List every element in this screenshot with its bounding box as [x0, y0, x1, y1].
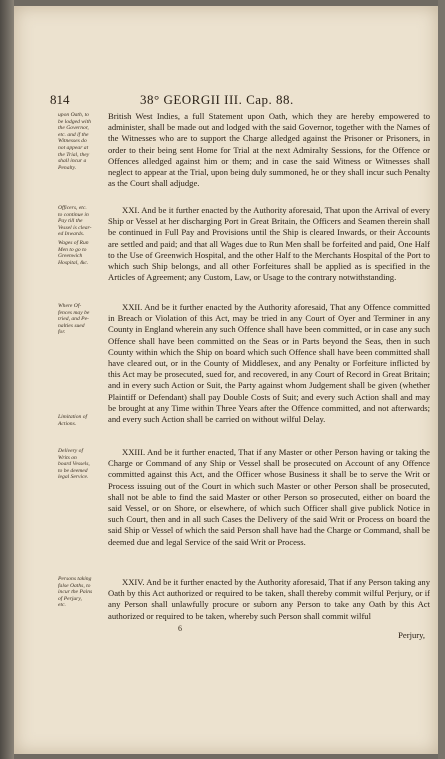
margin-note-line: Men to go to	[58, 246, 87, 253]
margin-note-line: legal Service.	[58, 474, 89, 481]
margin-note-line: for.	[58, 329, 66, 336]
margin-note-line: board Vessels,	[58, 461, 90, 468]
margin-note-line: Greenwich	[58, 253, 83, 260]
margin-note-line: tried, and Pe-	[58, 316, 89, 323]
page-title: 38° GEORGII III. Cap. 88.	[140, 92, 294, 107]
margin-note-line: Writs on	[58, 454, 77, 461]
margin-note	[58, 448, 106, 481]
margin-note	[58, 303, 106, 336]
running-head	[50, 92, 390, 108]
margin-note-line: false Oaths, to	[58, 582, 91, 589]
margin-note-line: shall incur a	[58, 158, 87, 165]
margin-note-line: ed Inwards.	[58, 231, 85, 238]
margin-note-line: Wages of Run	[58, 240, 89, 246]
margin-note-line: Witnesses do	[58, 138, 87, 145]
margin-note-line: Where Of-	[58, 303, 82, 309]
signature-mark: 6	[178, 624, 182, 633]
margin-note-line: be lodged with	[58, 118, 91, 125]
section-text	[108, 111, 430, 189]
section-text	[108, 577, 430, 622]
catchword: Perjury,	[398, 630, 425, 640]
paragraph: XXII. And be it further enacted by the Authority aforesaid, That any Offence committed in Breach or Violation of this Act, may be tried in any Court of Oyer and Terminer in any County in England wherein any such Offence shall have been committed, or in case any such Offence shall have been committed on the Seas or in Parts beyond the Seas, then in such County within which the Ship on board which such Offence shall have been committed shall have cleared out, or in the County of Middlesex, and any Penalty or Forfeiture inflicted by this Act may be prosecuted, sued for, and recovered, in any Court of Record in Great Britain; and in every such Action or Suit, the Party against whom Judgement shall be given (whether Plaintiff or Defendant) shall pay Double Costs of Suit; and every such Action shall and may be brought at any Time within Three Years after the Offence committed, and not afterwards; and every such Action shall be carried on without wilful Delay.	[108, 302, 430, 425]
margin-note-line: not appear at	[58, 144, 89, 151]
margin-note-line: Limitation of	[58, 414, 88, 420]
margin-note-line: nalties sued	[58, 322, 85, 329]
section-text	[108, 447, 430, 548]
paragraph: XXIV. And be it further enacted by the Authority aforesaid, That if any Person taking any Oath by this Act authorized or required to be taken, shall thereby commit wilful Perjury, or if any Person shall unlawfully procure or suborn any Person to take any Oath by this Act authorized or required to be taken, whereby such Person shall commit wilful	[108, 577, 430, 621]
paragraph: XXI. And be it further enacted by the Authority aforesaid, That upon the Arrival of every Ship or Vessel at her discharging Port in Great Britain, the Officers and Seamen therein shall be continued in Full Pay and Provisions until the Ship is cleared Inwards, or their Accounts are settled and paid; and that all Wages due to Run Men shall be forfeited and paid, One Half to the Use of Greenwich Hospital, and the other Half to the Merchants Hospital of the Port to which such Ship belongs, and all other Forfeitures shall be applied as is specified in the Articles of Agreement; any Custom, Law, or Usage to the contrary notwithstanding.	[108, 205, 430, 283]
margin-note	[58, 240, 106, 266]
margin-note-line: the Trial, they	[58, 151, 90, 158]
margin-note-line: upon Oath, to	[58, 112, 89, 118]
margin-note-line: the Governor,	[58, 125, 89, 132]
margin-note-line: etc.	[58, 602, 66, 609]
paragraph: XXIII. And be it further enacted, That if any Master or other Person having or taking the Charge or Command of any Ship or Vessel shall be prosecuted on Account of any Offence committed against this Act, and the Officer whose Business it shall be to serve the Writ or Process issuing out of the Court in which such Master or other Person shall be prosecuted, shall not be able to find the said Master or other Person so prosecuted, either on board the said Vessel, or on Shore, or elsewhere, of which such Officer shall give publick Notice in such Court, then and in all such Cases the Delivery of the said Writ or Process on board the said Ship or Vessel of which the said Person shall have had the Charge or Command, shall be deemed due and legal Service of the said Writ or Process.	[108, 447, 430, 547]
margin-note-line: Vessel is clear-	[58, 224, 92, 231]
section-text	[108, 302, 430, 425]
margin-note-line: incur the Pains	[58, 589, 93, 596]
margin-note-line: Actions.	[58, 420, 77, 427]
margin-note-line: to continue in	[58, 211, 89, 218]
margin-note-line: fences may be	[58, 309, 90, 316]
margin-note	[58, 205, 106, 238]
margin-note	[58, 576, 106, 609]
margin-note-line: Officers, etc.	[58, 205, 87, 211]
margin-note-line: Pay till the	[58, 218, 83, 225]
margin-note-line: etc. and if the	[58, 131, 89, 138]
margin-note-line: Hospital, &c.	[58, 259, 89, 266]
margin-note-line: Delivery of	[58, 448, 84, 454]
margin-note-line: Penalty.	[58, 164, 77, 171]
paragraph: British West Indies, a full Statement upon Oath, which they are hereby empowered to administer, shall be made out and lodged with the said Governor, together with the Names of the Witnesses who are to support the Charge alledged against the Prisoner or Prisoners, in order to their being sent Home for Trial at the next Admiralty Sessions, for the Offence or Offences alledged against him or them; and in case the said Witness or Witnesses shall neglect to appear at the Trial, upon being duly summoned, he or they shall incur such Penalty as the Court shall adjudge.	[108, 111, 430, 189]
margin-note	[58, 112, 106, 171]
page-edge	[438, 0, 445, 759]
margin-note-line: Persons taking	[58, 576, 92, 582]
margin-note-line: to be deemed	[58, 467, 88, 474]
margin-note	[58, 414, 106, 427]
section-text	[108, 205, 430, 283]
book-gutter	[0, 0, 14, 759]
margin-note-line: of Perjury,	[58, 595, 82, 602]
page-number: 814	[50, 92, 70, 107]
